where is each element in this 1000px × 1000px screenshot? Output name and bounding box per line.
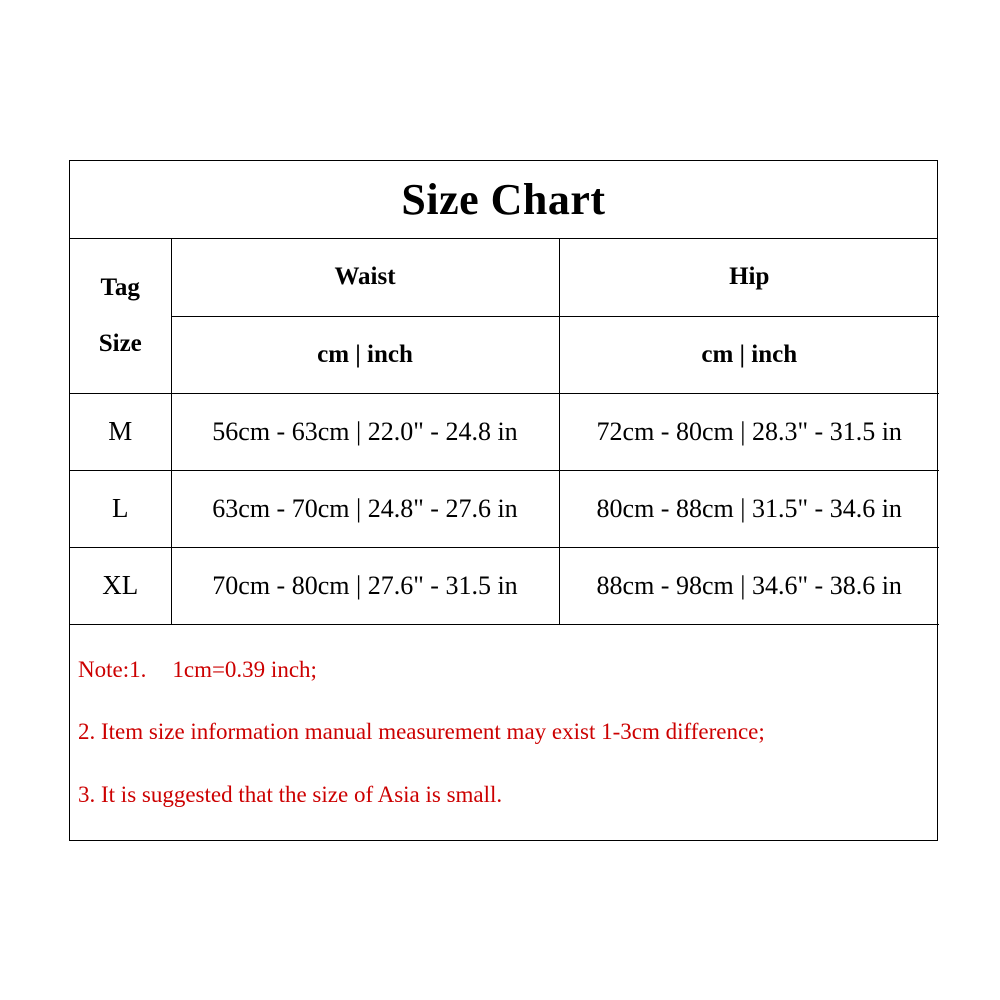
- hip-cell: 80cm - 88cm | 31.5" - 34.6 in: [559, 470, 939, 547]
- size-chart: [69, 160, 938, 841]
- note-1: [78, 657, 317, 683]
- tag-header-line1: Tag: [100, 273, 140, 301]
- note-1-text: 1cm=0.39 inch;: [172, 657, 317, 682]
- tag-header-line2: Size: [98, 329, 142, 357]
- note-1-prefix: Note:1.: [78, 657, 147, 682]
- table-row: [70, 393, 939, 470]
- table-row: [70, 547, 939, 624]
- waist-cell: 70cm - 80cm | 27.6" - 31.5 in: [171, 547, 559, 624]
- size-cell: L: [70, 470, 171, 547]
- table-row: [70, 470, 939, 547]
- size-cell: XL: [70, 547, 171, 624]
- size-cell: M: [70, 393, 171, 470]
- note-3: 3. It is suggested that the size of Asia is small.: [78, 782, 503, 807]
- title-row: [70, 161, 937, 239]
- waist-units-header: cm | inch: [171, 316, 559, 393]
- waist-header: Waist: [171, 239, 559, 316]
- header-row: [70, 239, 939, 316]
- note-2: 2. Item size information manual measurement may exist 1-3cm difference;: [78, 719, 765, 744]
- notes-section: [70, 627, 937, 840]
- hip-cell: 88cm - 98cm | 34.6" - 38.6 in: [559, 547, 939, 624]
- hip-cell: 72cm - 80cm | 28.3" - 31.5 in: [559, 393, 939, 470]
- units-row: [70, 316, 939, 393]
- hip-header: Hip: [559, 239, 939, 316]
- tag-size-header: [70, 239, 171, 393]
- waist-cell: 63cm - 70cm | 24.8" - 27.6 in: [171, 470, 559, 547]
- chart-title: Size Chart: [401, 175, 606, 224]
- waist-cell: 56cm - 63cm | 22.0" - 24.8 in: [171, 393, 559, 470]
- size-table: [70, 239, 939, 625]
- hip-units-header: cm | inch: [559, 316, 939, 393]
